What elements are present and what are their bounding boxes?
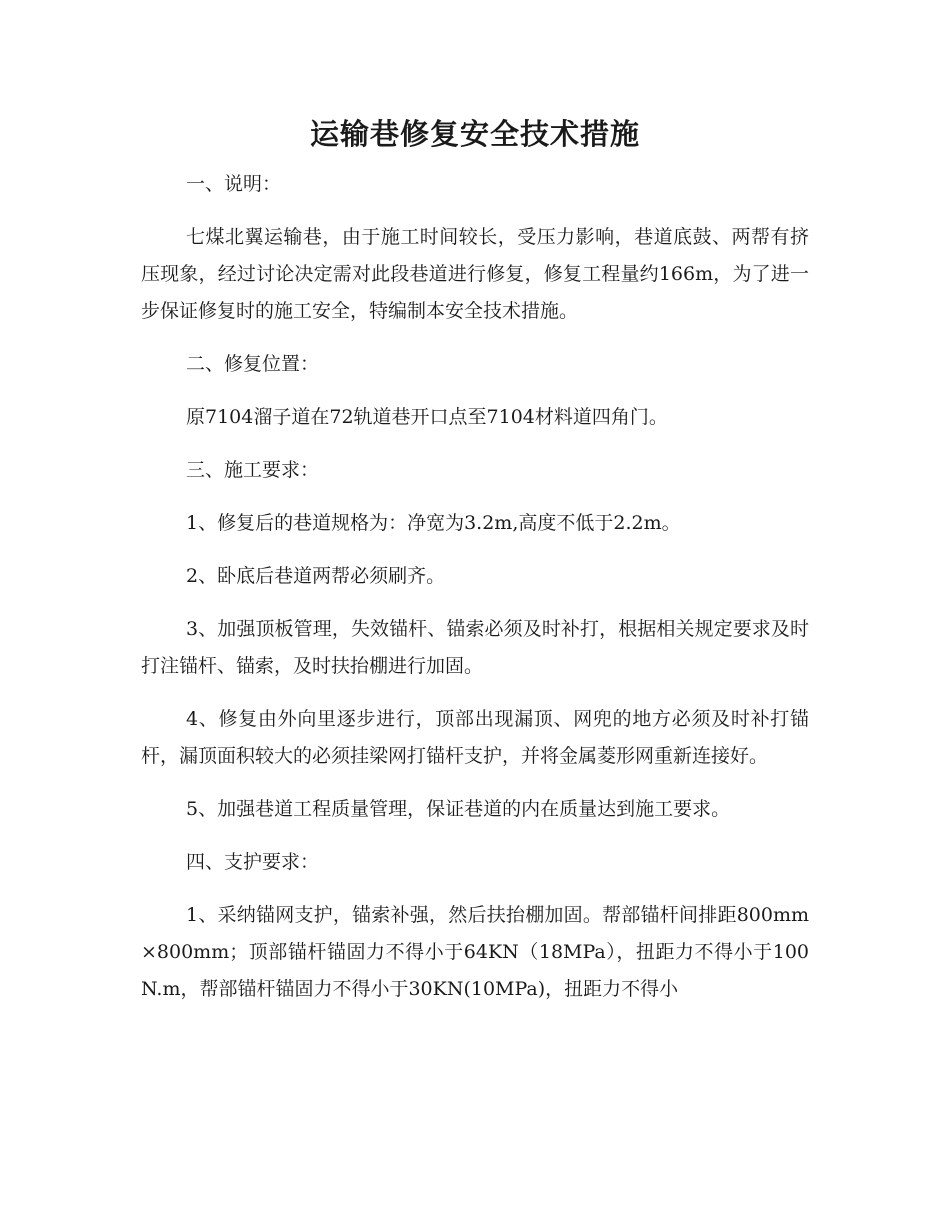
section-heading-explanation: 一、说明： xyxy=(186,173,282,195)
paragraph-explanation: 七煤北翼运输巷，由于施工时间较长，受压力影响，巷道底鼓、两帮有挤压现象，经过讨论决定需对此段巷道进行修复，修复工程量约166m，为了进一步保证修复时的施工安全，特编制本安全技术措施。 xyxy=(141,226,809,322)
paragraph-repair-location: 原7104溜子道在72轨道巷开口点至7104材料道四角门。 xyxy=(186,406,668,428)
requirement-item-4: 4、修复由外向里逐步进行，顶部出现漏顶、网兜的地方必须及时补打锚杆，漏顶面积较大的必须挂梁网打锚杆支护，并将金属菱形网重新连接好。 xyxy=(141,708,809,767)
requirement-item-3: 3、加强顶板管理，失效锚杆、锚索必须及时补打，根据相关规定要求及时打注锚杆、锚索，及时扶抬棚进行加固。 xyxy=(141,618,809,677)
section-heading-support-requirements: 四、支护要求： xyxy=(186,851,320,873)
section-heading-construction-requirements: 三、施工要求： xyxy=(186,459,320,481)
requirement-item-5: 5、加强巷道工程质量管理，保证巷道的内在质量达到施工要求。 xyxy=(186,798,731,820)
requirement-item-2: 2、卧底后巷道两帮必须刷齐。 xyxy=(186,565,446,587)
document-body xyxy=(141,166,809,1024)
document-title: 运输巷修复安全技术措施 xyxy=(309,117,640,151)
requirement-item-1: 1、修复后的巷道规格为：净宽为3.2m,高度不低于2.2m。 xyxy=(186,512,681,534)
section-heading-repair-location: 二、修复位置： xyxy=(186,353,320,375)
support-item-1: 1、采纳锚网支护，锚索补强，然后扶抬棚加固。帮部锚杆间排距800mm×800mm；顶部锚杆锚固力不得小于64KN（18MPa），扭距力不得小于100N.m，帮部锚杆锚固力不得小于30KN(10MPa)，扭距力不得小 xyxy=(141,904,809,1000)
